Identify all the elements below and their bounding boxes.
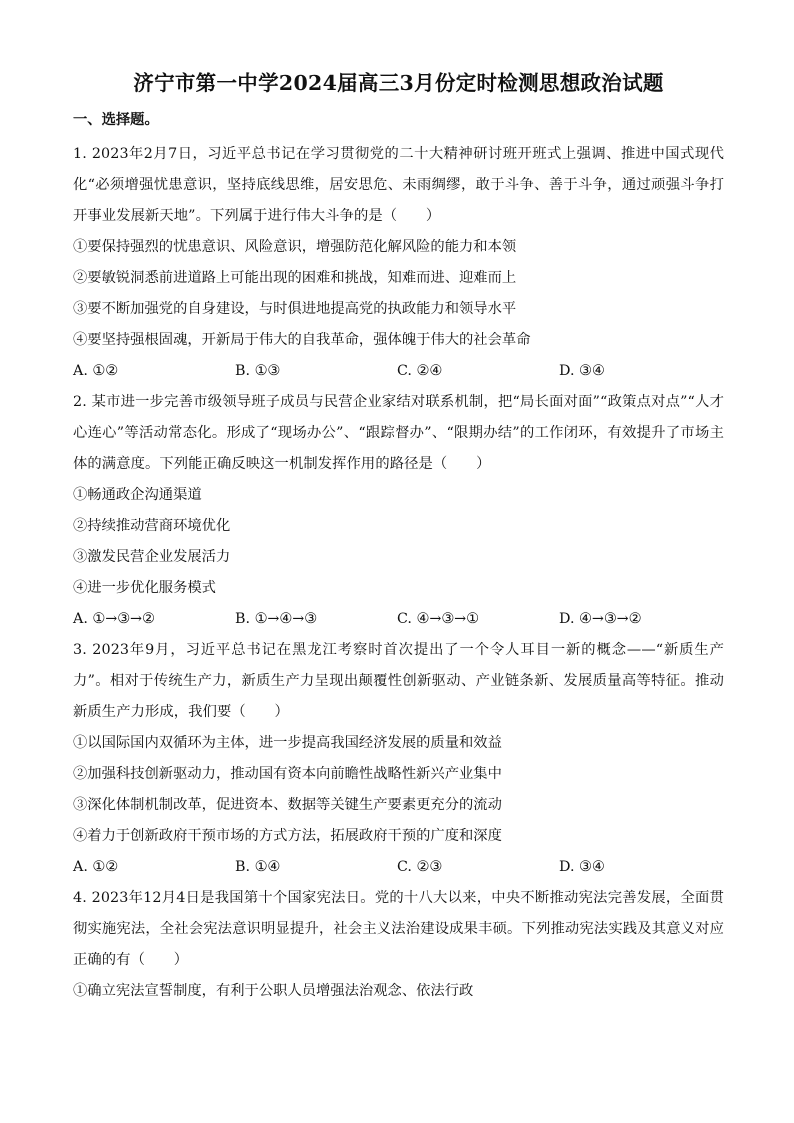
statement-option: ④着力于创新政府干预市场的方式方法，拓展政府干预的广度和深度: [73, 828, 502, 844]
statement-option: ③深化体制机制改革，促进资本、数据等关键生产要素更充分的流动: [73, 797, 502, 813]
answer-choice-b: B. ①→④→③: [235, 611, 318, 627]
answer-choice-b: B. ①④: [235, 859, 281, 875]
answer-choice-d: D. ③④: [559, 859, 605, 875]
answer-choice-c: C. ④→③→①: [397, 611, 479, 627]
answer-choice-d: D. ④→③→②: [559, 611, 642, 627]
question-stem: 4. 2023年12月4日是我国第十个国家宪法日。党的十八大以来，中央不断推动宪法完善发展，全面贯彻实施宪法，全社会宪法意识明显提升，社会主义法治建设成果丰硕。下列推动宪法实践及其意义对应正确的有（ ）: [73, 890, 724, 968]
statement-option: ①以国际国内双循环为主体，进一步提高我国经济发展的质量和效益: [73, 735, 502, 751]
statement-option: ②加强科技创新驱动力，推动国有资本向前瞻性战略性新兴产业集中: [73, 766, 502, 782]
answer-choices: [73, 604, 724, 635]
statement-option: ②要敏锐洞悉前进道路上可能出现的困难和挑战，知难而进、迎难而上: [73, 270, 517, 286]
question-1: [73, 139, 724, 387]
answer-choice-a: A. ①②: [73, 859, 119, 875]
answer-choice-b: B. ①③: [235, 363, 281, 379]
answer-choice-c: C. ②③: [397, 859, 443, 875]
statement-option: ①确立宪法宣誓制度，有利于公职人员增强法治观念、依法行政: [73, 983, 474, 999]
question-3: [73, 635, 724, 883]
question-4: [73, 883, 724, 1007]
question-2: [73, 387, 724, 635]
exam-title: 济宁市第一中学2024届高三3月份定时检测思想政治试题: [133, 71, 664, 95]
answer-choices: [73, 852, 724, 883]
statement-option: ③要不断加强党的自身建设，与时俱进地提高党的执政能力和领导水平: [73, 301, 517, 317]
statement-option: ①要保持强烈的忧患意识、风险意识，增强防范化解风险的能力和本领: [73, 239, 517, 255]
statement-option: ④进一步优化服务模式: [73, 580, 216, 596]
statement-option: ②持续推动营商环境优化: [73, 518, 231, 534]
answer-choice-d: D. ③④: [559, 363, 605, 379]
answer-choices: [73, 356, 724, 387]
question-stem: 2. 某市进一步完善市级领导班子成员与民营企业家结对联系机制，把“局长面对面”“政策点对点”“人才心连心”等活动常态化。形成了“现场办公”、“跟踪督办”、“限期办结”的工作闭环，有效提升了市场主体的满意度。下列能正确反映这一机制发挥作用的路径是（ ）: [73, 394, 724, 472]
statement-option: ④要坚持强根固魂，开新局于伟大的自我革命，强体魄于伟大的社会革命: [73, 332, 531, 348]
question-stem: 1. 2023年2月7日，习近平总书记在学习贯彻党的二十大精神研讨班开班式上强调、推进中国式现代化“必须增强忧患意识，坚持底线思维，居安思危、未雨绸缪，敢于斗争、善于斗争，通过顽强斗争打开事业发展新天地”。下列属于进行伟大斗争的是（ ）: [73, 146, 724, 224]
question-stem: 3. 2023年9月，习近平总书记在黑龙江考察时首次提出了一个令人耳目一新的概念——“新质生产力”。相对于传统生产力，新质生产力呈现出颠覆性创新驱动、产业链条新、发展质量高等特征。推动新质生产力形成，我们要（ ）: [73, 642, 724, 720]
section-heading: 一、选择题。: [73, 112, 159, 128]
statement-option: ①畅通政企沟通渠道: [73, 487, 202, 503]
statement-option: ③激发民营企业发展活力: [73, 549, 231, 565]
answer-choice-a: A. ①②: [73, 363, 119, 379]
answer-choice-c: C. ②④: [397, 363, 443, 379]
answer-choice-a: A. ①→③→②: [73, 611, 155, 627]
